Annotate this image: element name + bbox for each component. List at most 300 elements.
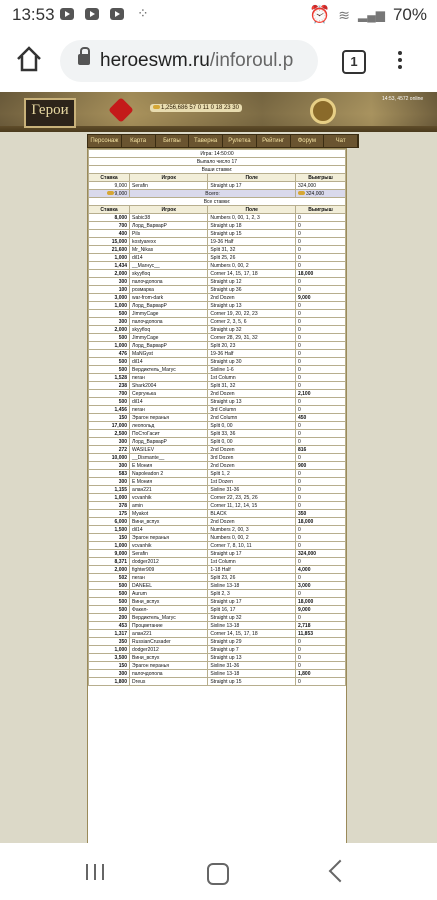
bet-field: Numbers 0, 00, 2 [208,534,296,542]
bet-field: 2nd Dozen [208,462,296,470]
player-link[interactable]: Aurum [130,590,208,598]
player-link[interactable]: палочдопола [130,278,208,286]
nav-item[interactable]: Чат [324,135,358,147]
table-row [89,534,346,542]
player-link[interactable]: fighter909 [130,566,208,574]
system-nav-bar [0,843,437,900]
bet-stake: 1,155 [89,486,130,494]
bet-stake: 378 [89,502,130,510]
bet-stake: 1,456 [89,406,130,414]
bet-win: 0 [295,350,345,358]
nav-item[interactable]: Рулетка [223,135,257,147]
bet-field: Straight up 12 [208,278,296,286]
bet-stake: 500 [89,598,130,606]
table-row [89,278,346,286]
bet-field: Numbers 2, 00, 3 [208,526,296,534]
bet-field: Straight up 7 [208,646,296,654]
bet-win: 0 [295,310,345,318]
bet-win: 0 [295,574,345,582]
table-row [89,254,346,262]
table-row [89,478,346,486]
bet-stake: 1,500 [89,526,130,534]
table-row [89,654,346,662]
bet-field: 2nd Dozen [208,446,296,454]
bet-win: 816 [295,446,345,454]
bet-stake: 2,000 [89,566,130,574]
table-row [89,374,346,382]
bet-win: 0 [295,286,345,294]
bet-field: 2nd Dozen [208,294,296,302]
player-link[interactable]: Вердиктель_Магус [130,366,208,374]
bet-stake: 500 [89,358,130,366]
bet-stake: 6,000 [89,518,130,526]
table-row [89,302,346,310]
player-link[interactable]: Лорд_ВарварР [130,302,208,310]
player-link[interactable]: пеган [130,406,208,414]
bet-field: Straight up 13 [208,398,296,406]
bet-win: 0 [295,678,345,686]
bet-stake: 1,528 [89,374,130,382]
bet-field: Sixline 13-18 [208,670,296,678]
bet-stake: 500 [89,366,130,374]
bet-field: Straight up 17 [208,598,296,606]
bet-stake: 300 [89,318,130,326]
player-link[interactable]: Эрагон перанья [130,534,208,542]
table-row [89,454,346,462]
player-link[interactable]: Pils [130,230,208,238]
bet-field: 19-36 Half [208,238,296,246]
bet-win: 0 [295,238,345,246]
clock: 13:53 [12,5,55,24]
table-row [89,518,346,526]
bet-stake: 175 [89,510,130,518]
player-link[interactable]: __Магнус__ [130,262,208,270]
bet-stake: 300 [89,278,130,286]
bet-stake: 10,000 [89,454,130,462]
player-link[interactable]: Вини_вспух [130,654,208,662]
bet-win: 0 [295,222,345,230]
table-row [89,214,346,222]
bet-win: 0 [295,542,345,550]
player-link[interactable]: dil14 [130,526,208,534]
bet-win: 0 [295,422,345,430]
bet-field: Straight up 18 [208,222,296,230]
bet-stake: 300 [89,462,130,470]
bet-stake: 500 [89,398,130,406]
table-row [89,230,346,238]
player-link[interactable]: skyyfloq [130,270,208,278]
bet-field: Corner 28, 29, 31, 32 [208,334,296,342]
bet-stake: 700 [89,390,130,398]
game-title: Игра: 14:50:00 [89,150,346,158]
bet-field: Corner 22, 23, 25, 26 [208,494,296,502]
table-row [89,542,346,550]
bet-stake: 1,000 [89,542,130,550]
alarm-icon: ⏰ [309,5,331,24]
bet-field: Split 0, 00 [208,422,296,430]
player-link[interactable]: Сергунька [130,390,208,398]
total-row: 9,000 Всего: 324,000 [89,190,346,198]
table-row [89,422,346,430]
bet-field: 2nd Dozen [208,518,296,526]
bet-field: Straight up 36 [208,286,296,294]
bet-win: 0 [295,262,345,270]
table-row [89,510,346,518]
bet-win: 9,000 [295,606,345,614]
bet-win: 2,100 [295,390,345,398]
bet-field: Split 2, 3 [208,590,296,598]
table-row [89,318,346,326]
bet-win: 3,000 [295,582,345,590]
dropped-number: Выпало число 17 [89,158,346,166]
table-row [89,606,346,614]
table-row [89,222,346,230]
bet-field: Corner 11, 12, 14, 15 [208,502,296,510]
bet-win: 0 [295,398,345,406]
gold-icon [298,191,305,195]
player-link[interactable]: skyyfloq [130,326,208,334]
table-row [89,630,346,638]
player-link[interactable]: Лорд_ВарварР [130,438,208,446]
bet-field: Corner 19, 20, 22, 23 [208,310,296,318]
bet-win: 0 [295,334,345,342]
player-link[interactable]: JimmyCage [130,334,208,342]
home-button[interactable] [207,863,229,885]
bet-field: Sixline 1-6 [208,366,296,374]
nav-item[interactable]: Таверна [189,135,223,147]
bet-field: Split 33, 36 [208,430,296,438]
bet-win: 0 [295,590,345,598]
bet-stake: 272 [89,446,130,454]
player-link[interactable]: WASILEV [130,446,208,454]
table-row [89,390,346,398]
bet-field: Split 31, 32 [208,382,296,390]
bet-win: 0 [295,302,345,310]
player-link[interactable]: JimmyCage [130,310,208,318]
player-link[interactable]: E Мония [130,462,208,470]
status-right [309,5,427,25]
table-row [89,678,346,686]
bet-stake: 500 [89,334,130,342]
bet-stake: 21,600 [89,246,130,254]
table-row [89,446,346,454]
table-row [89,598,346,606]
bet-stake: 1,000 [89,254,130,262]
bet-stake: 150 [89,414,130,422]
player-link[interactable]: леопольд [130,422,208,430]
player-link[interactable]: Napoleadon 2 [130,470,208,478]
player-link[interactable]: DANEEL [130,582,208,590]
bet-field: Numbers 0, 00, 1, 2, 3 [208,214,296,222]
player-link[interactable]: Serafin [130,550,208,558]
table-row [89,486,346,494]
bet-win: 0 [295,214,345,222]
bet-win: 0 [295,246,345,254]
nav-item[interactable]: Форум [291,135,325,147]
bet-field: Corner 7, 8, 10, 11 [208,542,296,550]
table-row [89,502,346,510]
bet-stake: 17,000 [89,422,130,430]
table-row [89,494,346,502]
bet-field: 1-18 Half [208,566,296,574]
bet-field: BLACK [208,510,296,518]
player-link[interactable]: Факел- [130,606,208,614]
address-bar[interactable] [60,40,318,82]
bet-win: 0 [295,318,345,326]
player-link[interactable]: kostyarexx [130,238,208,246]
bet-field: Numbers 0, 00, 2 [208,262,296,270]
bet-stake: 1,000 [89,646,130,654]
table-row [89,246,346,254]
bet-win: 0 [295,254,345,262]
col-stake: Ставка [89,174,130,182]
gold-icon [153,105,160,109]
bet-field: Straight up 17 [208,550,296,558]
your-bets-label: Ваши ставки: [89,166,346,174]
player-link[interactable]: amin [130,502,208,510]
bet-win: 2,718 [295,622,345,630]
bet-field: 19-36 Half [208,350,296,358]
player-link[interactable]: __Dismante__ [130,454,208,462]
bet-stake: 9,000 [89,550,130,558]
bet-field: Split 1, 2 [208,470,296,478]
player-link[interactable]: vcvanhik [130,542,208,550]
table-row [89,614,346,622]
player-link[interactable]: пеган [130,374,208,382]
player-link[interactable]: dodger2012 [130,646,208,654]
table-row [89,550,346,558]
bet-stake: 1,000 [89,302,130,310]
bet-win: 0 [295,374,345,382]
player-link[interactable]: Shark2004 [130,382,208,390]
player-link[interactable]: Лорд_ВарварР [130,222,208,230]
player-link[interactable]: пеган [130,574,208,582]
col-win: Выигрыш [295,174,345,182]
bet-stake: 583 [89,470,130,478]
bet-field: 3rd Dozen [208,454,296,462]
player-link[interactable]: розмарка [130,286,208,294]
player-link[interactable]: Вини_вспух [130,518,208,526]
player-link[interactable]: MaNGyst [130,350,208,358]
bet-win: 0 [295,526,345,534]
bet-field: 2nd Dozen [208,390,296,398]
table-row [89,398,346,406]
table-row [89,558,346,566]
table-row [89,270,346,278]
bet-win: 11,853 [295,630,345,638]
lock-icon [78,54,90,65]
bet-win: 4,000 [295,566,345,574]
bet-win: 18,000 [295,518,345,526]
bet-win: 0 [295,230,345,238]
player-link[interactable]: палочдопола [130,670,208,678]
home-icon[interactable] [14,44,44,74]
bet-stake: 200 [89,614,130,622]
resources-bar: 1,256,686 57 0 11 0 18 23 30 [150,104,242,112]
web-page [0,92,437,843]
player-link[interactable]: dil14 [130,398,208,406]
table-row [89,342,346,350]
overflow-menu-icon[interactable] [398,48,404,72]
bet-win: 0 [295,494,345,502]
player-link[interactable]: dil14 [130,254,208,262]
bet-field: Corner 2, 3, 5, 6 [208,318,296,326]
ring-icon[interactable] [310,98,336,124]
bet-win: 350 [295,510,345,518]
bet-stake: 1,800 [89,678,130,686]
table-row [89,566,346,574]
bet-win: 0 [295,478,345,486]
bet-win: 0 [295,430,345,438]
bet-win: 0 [295,638,345,646]
bet-field: Split 25, 26 [208,254,296,262]
bet-win: 0 [295,558,345,566]
table-row [89,358,346,366]
bet-stake: 3,000 [89,294,130,302]
bet-field: Split 31, 32 [208,246,296,254]
player-link[interactable]: E Мония [130,478,208,486]
table-row [89,382,346,390]
bet-field: 1st Column [208,374,296,382]
player-link[interactable]: dil14 [130,358,208,366]
bet-stake: 350 [89,638,130,646]
table-row [89,574,346,582]
table-row [89,646,346,654]
table-row [89,526,346,534]
table-row [89,590,346,598]
bet-stake: 1,434 [89,262,130,270]
player-link[interactable]: Dreus [130,678,208,686]
bet-field: Straight up 13 [208,654,296,662]
bet-win: 900 [295,462,345,470]
youtube-notification-icon [85,8,99,20]
bet-field: Split 16, 17 [208,606,296,614]
recents-button[interactable] [86,864,104,880]
all-bets-label: Все ставки: [89,198,346,206]
bet-win: 324,000 [295,550,345,558]
bet-stake: 3,500 [89,654,130,662]
bet-stake: 300 [89,670,130,678]
table-row [89,470,346,478]
bet-stake: 476 [89,350,130,358]
player-link[interactable]: Лорд_ВарварР [130,342,208,350]
table-row [89,262,346,270]
bet-stake: 500 [89,582,130,590]
bet-field: Straight up 32 [208,326,296,334]
roulette-results: Игра: 14:50:00 Выпало число 17 Ваши ставки: Ставка Игрок Поле Выигрыш 9,000 Serafin Straight up 17 324,000 9,000 Всего: 324,000 Все ставки: Ставка Игрок Поле Выигрыш 8,000 Sabic38 Numbers 0, 00, 1, 2, 3 0 700 Лорд_ВарварР Straight up 18 0 400 Pils Straight up 15 0 15,000 kostyarexx 19-36 Half 0 21,600 Mr_Nikas Split 31, 32 0 1,000 dil14 Split 25, 26 0 1,434 __Магнус__ Numbers 0, 00, 2 0 2,000 skyyfloq Corner 14, 15, 17, 18 18,000 300 палочдопола Straight up 12 0 100 розмарка Straight up 36 0 3,000 war-from-dark 2nd Dozen 9,000 1,000 Лорд_ВарварР Straight up 13 0 500 JimmyCage Corner 19, 20, 22, 23 0 300 палочдопола Corner 2, 3, 5, 6 0 2,000 skyyfloq Straight up 32 0 500 JimmyCage Corner 28, 29, 31, 32 0 1,000 Лорд_ВарварР Split 20, 23 0 476 MaNGyst 19-36 Half 0 500 dil14 Straight up 30 0 500 Вердиктель_Магус Sixline 1-6 0 1,528 пеган 1st Column 0 238 Shark2004 Split 31, 32 0 700 Сергунька 2nd Dozen 2,100 500 dil14 Straight up 13 0 1,456 пеган 3rd Column 0 150 Эрагон перанья 2nd Column 450 17,000 леопольд Split 0, 00 0 2,500 ПоСтоГасит Split 33, 36 0 300 Лорд_ВарварР Split 0, 00 0 272 WASILEV 2nd Dozen 816 10,000 __Dismante__ 3rd Dozen 0 300 E Мония 2nd Dozen 900 583 Napoleadon 2 Split 1, 2 0 300 E Мония 1st Dozen 0 1,155 алан221 Sixline 31-36 0 1,000 vcvanhik Corner 22, 23, 25, 26 0 378 amin Corner 11, 12, 14, 15 0 175 Myakot BLACK 350 6,000 Вини_вспух 2nd Dozen 18,000 1,500 dil14 Numbers 2, 00, 3 0 150 Эрагон перанья Numbers 0, 00, 2 0 1,000 vcvanhik Corner 7, 8, 10, 11 0 9,000 Serafin Straight up 17 324,000 8,371 dodger2012 1st Column 0 2,000 fighter909 1-18 Half 4,000 502 пеган Split 23, 26 0 500 DANEEL Sixline 13-18 3,000 500 Aurum Split 2, 3 0 500 Вини_вспух Straight up 17 18,000 500 Факел- Split 16, 17 9,000 200 Вердиктель_Магус Straight up 32 0 453 Процветание Sixline 13-18 2,718 1,317 алан221 Corner 14, 15, 17, 18 11,853 350 RussianCrusader Straight up 29 0 1,000 dodger2012 Straight up 7 0 3,500 Вини_вспух Straight up 13 0 150 Эрагон перанья Sixline 31-36 0 300 палочдопола Sixline 13-18 1,800 1,800 Dreus Straight up 15 0 [87,148,347,843]
player-link[interactable]: Процветание [130,622,208,630]
player-link[interactable]: war-from-dark [130,294,208,302]
bet-stake: 100 [89,286,130,294]
bet-stake: 400 [89,230,130,238]
bet-stake: 500 [89,310,130,318]
player-link[interactable]: алан221 [130,630,208,638]
player-link[interactable]: Myakot [130,510,208,518]
player-link[interactable]: алан221 [130,486,208,494]
bet-field: 1st Column [208,558,296,566]
table-row [89,438,346,446]
player-link[interactable]: Serafin [130,182,208,190]
bet-field: Straight up 32 [208,614,296,622]
youtube-notification-icon [110,8,124,20]
bet-win: 0 [295,470,345,478]
nav-item[interactable]: Битвы [156,135,190,147]
bet-field: Sixline 31-36 [208,662,296,670]
bet-field: Split 20, 23 [208,342,296,350]
player-link[interactable]: Эрагон перанья [130,414,208,422]
player-link[interactable]: ПоСтоГасит [130,430,208,438]
time-online: 14:53, 4572 online [382,96,424,102]
player-link[interactable]: Вини_вспух [130,598,208,606]
bet-win: 18,000 [295,270,345,278]
url-text: heroeswm.ru/inforoul.p [100,50,294,71]
bet-stake: 300 [89,438,130,446]
table-row [89,670,346,678]
bet-stake: 2,000 [89,326,130,334]
player-link[interactable]: RussianCrusader [130,638,208,646]
player-link[interactable]: палочдопола [130,318,208,326]
bet-stake: 300 [89,478,130,486]
bet-win: 18,000 [295,598,345,606]
table-row [89,294,346,302]
bet-stake: 2,000 [89,270,130,278]
table-row [89,238,346,246]
site-nav [87,134,359,148]
nav-item[interactable]: Карта [122,135,156,147]
wifi-icon: ≋ [338,6,350,23]
table-row [89,406,346,414]
bet-field: Sixline 31-36 [208,486,296,494]
nav-item[interactable]: Персонаж [88,135,122,147]
bet-win: 0 [295,502,345,510]
bet-stake: 8,000 [89,214,130,222]
more-notifications-icon: ⁘ [137,5,149,21]
bet-stake: 8,371 [89,558,130,566]
table-row [89,310,346,318]
player-link[interactable]: dodger2012 [130,558,208,566]
table-row [89,662,346,670]
bet-stake: 238 [89,382,130,390]
bet-win: 0 [295,646,345,654]
player-link[interactable]: Mr_Nikas [130,246,208,254]
bet-stake: 150 [89,662,130,670]
back-button[interactable] [329,860,352,883]
player-link[interactable]: Эрагон перанья [130,662,208,670]
player-link[interactable]: vcvanhik [130,494,208,502]
bet-field: Straight up 15 [208,678,296,686]
bet-stake: 15,000 [89,238,130,246]
bet-field: Sixline 13-18 [208,622,296,630]
bet-field: Split 0, 00 [208,438,296,446]
table-row [89,430,346,438]
bet-stake: 2,500 [89,430,130,438]
bet-win: 0 [295,358,345,366]
signal-icon: ▂▄▆ [358,8,385,22]
bet-field: Split 23, 26 [208,574,296,582]
bet-field: 3rd Column [208,406,296,414]
site-header [0,92,437,132]
player-link[interactable]: Вердиктель_Магус [130,614,208,622]
tab-switcher-button[interactable]: 1 [342,50,366,74]
table-row [89,366,346,374]
site-logo[interactable]: Герои [24,98,76,128]
nav-item[interactable]: Рейтинг [257,135,291,147]
player-link[interactable]: Sabic38 [130,214,208,222]
bet-win: 0 [295,342,345,350]
bet-field: Corner 14, 15, 17, 18 [208,270,296,278]
gold-icon [107,191,114,195]
bet-win: 450 [295,414,345,422]
